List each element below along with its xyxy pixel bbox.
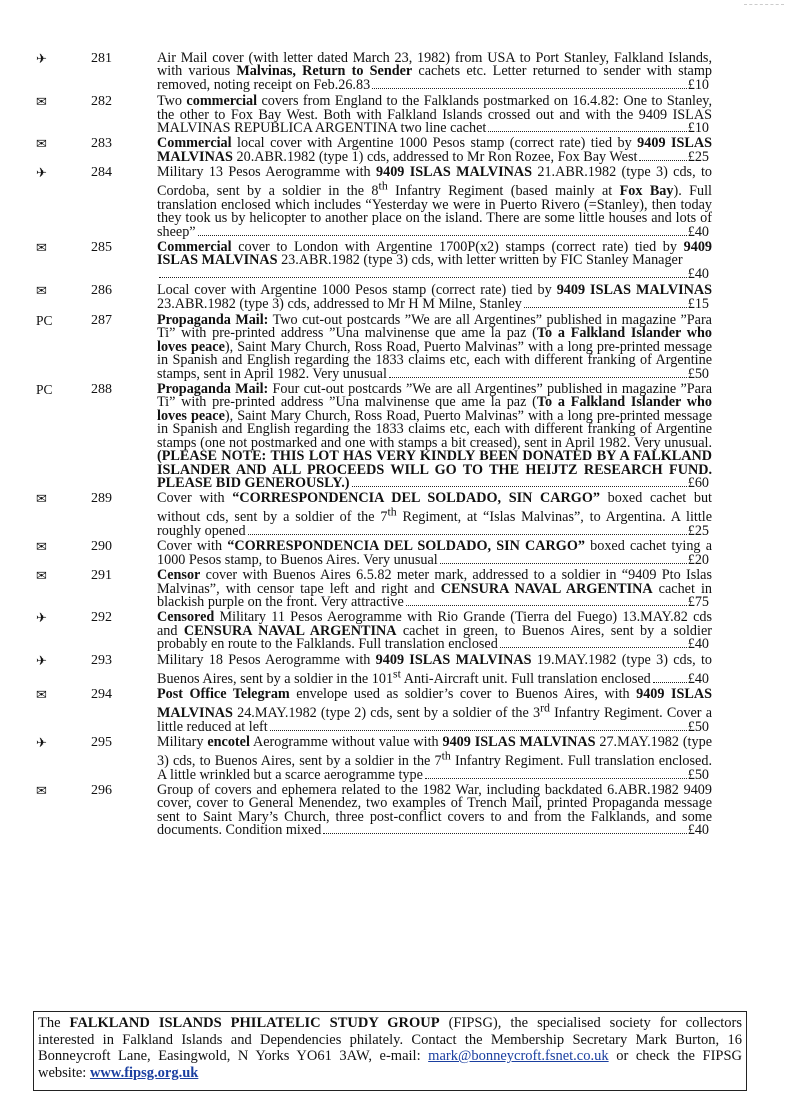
lot-description — [157, 383, 712, 490]
lot-description-text: Air Mail cover (with letter dated March 23, 1982) from USA to Port Stanley, Falkland Islands, with various Malvinas, Return to Sender cachets etc. Letter returned to sender with stamp removed, noting receipt on Feb.26.83 — [157, 50, 712, 93]
lot-description — [157, 492, 712, 538]
dot-leader — [372, 88, 687, 89]
lot-row — [0, 166, 789, 239]
lot-description-text: Propaganda Mail: Two cut-out postcards ”We are all Argentines” published in magazine ”Para Ti” with pre-printed address ”Una malvinense que ame la paz (To a Falkland Islander who loves peace), Saint Mary Church, Ross Road, Puerto Malvinas” with a long pre-printed message in Spanish and English regarding the 1833 claims etc, each with different franking of Argentine stamps, sent in April 1982. Very unusual — [157, 312, 712, 382]
lot-row — [0, 95, 789, 135]
airplane-icon: ✈ — [36, 652, 47, 668]
lot-row — [0, 314, 789, 381]
dot-leader — [352, 486, 687, 487]
lot-number: 293 — [91, 652, 112, 668]
lot-number: 286 — [91, 283, 112, 299]
lot-number: 292 — [91, 610, 112, 626]
dot-leader — [406, 605, 687, 606]
lot-row — [0, 688, 789, 734]
lot-description-text: Military encotel Aerogramme without value with 9409 ISLAS MALVINAS 27.MAY.1982 (type 3) cds, to Buenos Aires, sent by a soldier in the 7th Infantry Regiment. Full translation enclosed. A little wrinkled but a scarce aerogramme type — [157, 734, 712, 783]
lot-price: £15 — [687, 295, 709, 312]
lot-description — [157, 611, 712, 651]
lot-description-text: Cover with “CORRESPONDENCIA DEL SOLDADO, SIN CARGO” boxed cachet tying a 1000 Pesos stamp, to Buenos Aires. Very unusual — [157, 538, 712, 568]
lot-number: 289 — [91, 491, 112, 507]
dot-leader — [425, 778, 687, 779]
dot-leader — [639, 160, 686, 161]
lot-description-text: Cover with “CORRESPONDENCIA DEL SOLDADO, SIN CARGO” boxed cachet but without cds, sent by a soldier of the 7th Regiment, at “Islas Malvinas”, to Argentina. A little roughly opened — [157, 490, 713, 539]
fipsg-footer-box — [33, 1011, 747, 1091]
lot-price-leader — [637, 149, 709, 165]
envelope-icon: ✉ — [36, 283, 47, 299]
lot-description-text: Censored Military 11 Pesos Aerogramme with Rio Grande (Tierra del Fuego) 13.MAY.82 cds and CENSURA NAVAL ARGENTINA cachet in green, to Buenos Aires, sent by a soldier probably en route to the Falklands. Full translation enclosed — [157, 609, 712, 653]
lot-price-leader — [370, 77, 709, 93]
lot-description — [157, 688, 712, 734]
footer-intro: The — [38, 1015, 70, 1031]
dot-leader — [500, 647, 687, 648]
lot-number: 291 — [91, 568, 112, 584]
lot-description-text: Commercial cover to London with Argentine 1700P(x2) stamps (correct rate) tied by 9409 ISLAS MALVINAS 23.ABR.1982 (type 3) cds, with letter written by FIC Stanley Manager — [157, 239, 712, 269]
lot-price: £40 — [687, 265, 709, 282]
lot-description — [157, 314, 712, 381]
lot-price-leader — [651, 671, 709, 687]
dot-leader — [248, 534, 687, 535]
footer-website-link[interactable]: www.fipsg.org.uk — [89, 1064, 199, 1081]
lot-row — [0, 137, 789, 164]
lot-price: £60 — [687, 474, 709, 491]
lot-price-leader — [423, 767, 709, 783]
lot-description-text: Propaganda Mail: Four cut-out postcards ”We are all Argentines” published in magazine ”Para Ti” with pre-printed address ”Una malvinense que ame la paz (To a Falkland Islander who loves peace), Saint Mary Church, Ross Road, Puerto Malvinas” with a long pre-printed message in Spanish and English regarding the 1833 claims etc, each with different franking of Argentine stamps (one not postmarked and one with stamps a bit creased), sent in April 1982. Very unusual. (PLEASE NOTE: THIS LOT HAS VERY KINDLY BEEN DONATED BY A FALKLAND ISLANDER AND ALL PROCEEDS WILL GO TO THE HEIJTZ RESEARCH FUND. PLEASE BID GENEROUSLY.) — [157, 381, 712, 491]
lot-price: £25 — [687, 148, 709, 165]
footer-text-1: (FIPSG), the specialised society for collectors interested in Falkland Islands and Dependencies philately. Contact the Membership Secretary Mark Burton, 16 Bonneycroft Lane, Easingwold, N Yorks YO61 3AW, e-mail: — [38, 1015, 743, 1064]
dot-leader — [198, 235, 687, 236]
lot-price: £50 — [687, 718, 709, 735]
footer-email-link[interactable]: mark@bonneycroft.fsnet.co.uk — [428, 1048, 609, 1064]
lot-description-text: Local cover with Argentine 1000 Pesos stamp (correct rate) tied by 9409 ISLAS MALVINAS 23.ABR.1982 (type 3) cds, addressed to Mr H M Milne, Stanley — [157, 282, 712, 312]
envelope-icon: ✉ — [36, 136, 47, 152]
envelope-icon: ✉ — [36, 568, 47, 584]
lot-price-leader — [438, 552, 709, 568]
lot-row — [0, 736, 789, 782]
lot-number: 288 — [91, 382, 112, 398]
postcard-label: PC — [36, 313, 53, 329]
lot-price-leader — [350, 475, 709, 491]
lot-description-text: Commercial local cover with Argentine 1000 Pesos stamp (correct rate) tied by 9409 ISLAS MALVINAS 20.ABR.1982 (type 1) cds, addressed to Mr Ron Rozee, Fox Bay West — [157, 135, 712, 165]
lot-price-leader — [321, 822, 709, 838]
lot-price-leader — [486, 120, 709, 136]
dot-leader — [488, 131, 686, 132]
lot-description — [157, 569, 712, 609]
lot-description-text: Group of covers and ephemera related to the 1982 War, including backdated 6.ABR.1982 9409 cover, cover to General Menendez, two examples of Trench Mail, printed Propaganda message sent to Saint Mary’s Church, three post-conflict covers to and from the Falklands, and some documents. Condition mixed — [157, 781, 712, 839]
dot-leader — [159, 277, 687, 278]
lot-price-leader — [157, 266, 709, 282]
dot-leader — [389, 377, 687, 378]
lot-price-leader — [404, 594, 709, 610]
lot-row — [0, 284, 789, 311]
envelope-icon: ✉ — [36, 240, 47, 256]
dot-leader — [323, 833, 686, 834]
lot-description-text: Censor cover with Buenos Aires 6.5.82 meter mark, addressed to a soldier in “9409 Pto Islas Malvinas”, with censor tape left and right and CENSURA NAVAL ARGENTINA cachet in blackish purple on the front. Very attractive — [157, 567, 713, 610]
lot-row — [0, 52, 789, 92]
lot-price-leader — [196, 224, 709, 240]
airplane-icon: ✈ — [36, 165, 47, 181]
lot-description — [157, 736, 712, 782]
lot-description-text: Two commercial covers from England to the Falklands postmarked on 16.4.82: One to Stanley, the other to Fox Bay West. Both with Falkland Islands crossed out and with the 9409 ISLAS MALVINAS REPUBLICA ARGENTINA two line cachet — [157, 93, 712, 137]
lot-description-text: Military 13 Pesos Aerogramme with 9409 ISLAS MALVINAS 21.ABR.1982 (type 3) cds, to Cordoba, sent by a soldier in the 8th Infantry Regiment (based mainly at Fox Bay). Full translation enclosed which includes “Yesterday we were in Puerto Rivero (=Stanley), then today they took us by helicopter to another place on the island. There are some little houses and lots of sheep” — [157, 164, 712, 240]
lot-description — [157, 540, 712, 567]
footer-org-name: FALKLAND ISLANDS PHILATELIC STUDY GROUP — [69, 1015, 440, 1031]
lot-price-leader — [522, 296, 709, 312]
lot-price-leader — [387, 366, 709, 382]
lot-description — [157, 166, 712, 239]
lot-number: 283 — [91, 136, 112, 152]
lot-number: 296 — [91, 782, 112, 798]
lot-price: £50 — [687, 766, 709, 783]
lot-row — [0, 241, 789, 281]
envelope-icon: ✉ — [36, 782, 47, 798]
lot-list — [0, 50, 789, 838]
lot-number: 285 — [91, 240, 112, 256]
lot-row — [0, 651, 789, 687]
postcard-label: PC — [36, 382, 53, 398]
lot-row — [0, 492, 789, 538]
airplane-icon: ✈ — [36, 735, 47, 751]
lot-price: £40 — [687, 822, 709, 839]
lot-number: 295 — [91, 735, 112, 751]
dot-leader — [270, 730, 687, 731]
lot-description — [157, 137, 712, 164]
lot-description-text: Post Office Telegram envelope used as soldier’s cover to Buenos Aires, with 9409 ISLAS MALVINAS 24.MAY.1982 (type 2) cds, sent by a soldier of the 3rd Infantry Regiment. Cover a little reduced at left — [157, 686, 712, 735]
dot-leader — [653, 682, 687, 683]
lot-row — [0, 383, 789, 490]
lot-description-text: Military 18 Pesos Aerogramme with 9409 ISLAS MALVINAS 19.MAY.1982 (type 3) cds, to Buenos Aires, sent by a soldier in the 101st Anti-Aircraft unit. Full translation enclosed — [157, 651, 712, 687]
envelope-icon: ✉ — [36, 687, 47, 703]
lot-number: 290 — [91, 539, 112, 555]
lot-price: £25 — [687, 522, 709, 539]
lot-price: £10 — [687, 120, 709, 137]
footer-text-2: or check the FIPSG website: — [38, 1048, 742, 1081]
envelope-icon: ✉ — [36, 94, 47, 110]
lot-row — [0, 781, 789, 839]
lot-row — [0, 540, 789, 567]
lot-price-leader — [498, 636, 709, 652]
lot-price: £75 — [687, 593, 709, 610]
envelope-icon: ✉ — [36, 491, 47, 507]
lot-price: £40 — [687, 636, 709, 653]
lot-row — [0, 611, 789, 651]
dot-leader — [440, 563, 687, 564]
lot-number: 282 — [91, 94, 112, 110]
lot-description — [157, 781, 712, 839]
airplane-icon: ✈ — [36, 51, 47, 66]
dot-leader — [524, 307, 687, 308]
lot-price: £50 — [687, 365, 709, 382]
lot-number: 281 — [91, 51, 112, 66]
scan-corner-mark — [744, 4, 784, 7]
lot-description — [157, 651, 712, 687]
lot-price: £40 — [687, 670, 709, 687]
lot-description — [157, 95, 712, 135]
lot-row — [0, 569, 789, 609]
lot-price: £20 — [687, 551, 709, 568]
lot-number: 284 — [91, 165, 112, 181]
lot-price-leader — [268, 719, 709, 735]
lot-description — [157, 52, 712, 92]
lot-price: £40 — [687, 223, 709, 240]
lot-number: 287 — [91, 313, 112, 329]
lot-price-leader — [246, 523, 709, 539]
lot-description — [157, 284, 712, 311]
envelope-icon: ✉ — [36, 539, 47, 555]
lot-price: £10 — [687, 76, 709, 93]
airplane-icon: ✈ — [36, 610, 47, 626]
lot-description — [157, 241, 712, 281]
lot-number: 294 — [91, 687, 112, 703]
